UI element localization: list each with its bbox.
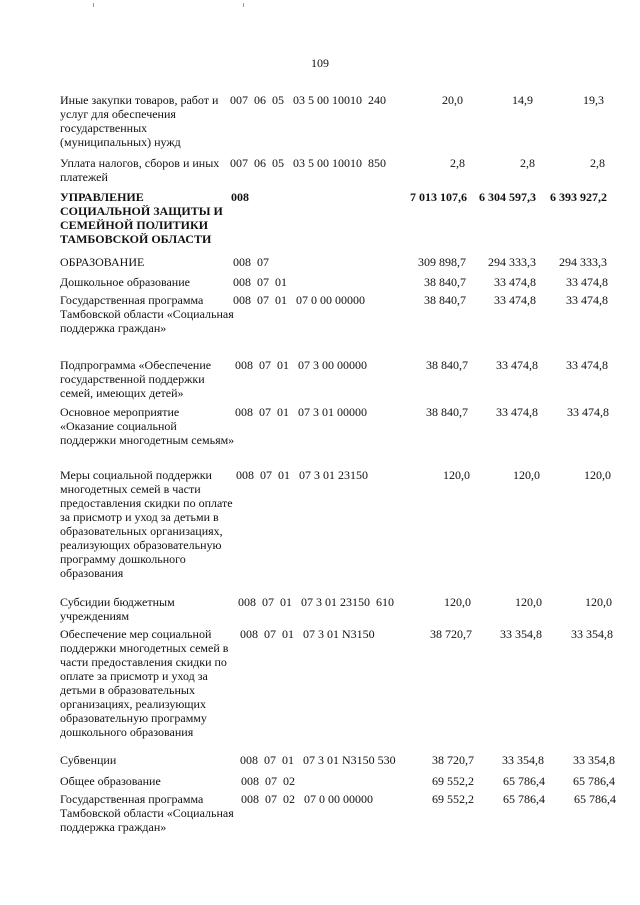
value-col-1: 38 840,7 — [426, 405, 468, 419]
row-name: Дошкольное образование — [60, 275, 190, 289]
value-col-2: 33 474,8 — [496, 405, 538, 419]
row-code: 008 07 02 07 0 00 00000 — [241, 792, 373, 806]
value-col-3: 33 474,8 — [566, 293, 608, 307]
value-col-1: 309 898,7 — [418, 255, 466, 269]
row-name: Субсидии бюджетным учреждениям — [60, 595, 175, 623]
row-code: 008 07 01 — [233, 275, 287, 289]
value-col-2: 65 786,4 — [503, 792, 545, 806]
row-code: 007 06 05 03 5 00 10010 850 — [230, 156, 386, 170]
row-name: Основное мероприятие «Оказание социальной поддержки многодетным семьям» — [60, 405, 235, 447]
row-name: Подпрограмма «Обеспечение государственной поддержки семей, имеющих детей» — [60, 358, 212, 400]
value-col-1: 38 840,7 — [424, 275, 466, 289]
value-col-2: 33 474,8 — [494, 293, 536, 307]
value-col-3: 33 354,8 — [573, 753, 615, 767]
row-name: Общее образование — [60, 774, 161, 788]
row-name: Меры социальной поддержки многодетных семей в части предоставления скидки по оплате за присмотр и уход за детьми в образовательных организациях, реализующих образовательную программу дошкольного образования — [60, 468, 233, 580]
value-col-1: 38 840,7 — [426, 358, 468, 372]
value-col-1: 38 720,7 — [430, 627, 472, 641]
value-col-1: 120,0 — [444, 595, 471, 609]
row-code: 008 07 01 07 3 01 23150 — [236, 468, 368, 482]
value-col-3: 65 786,4 — [574, 792, 616, 806]
value-col-2: 294 333,3 — [488, 255, 536, 269]
value-col-2: 33 474,8 — [494, 275, 536, 289]
value-col-1: 38 720,7 — [432, 753, 474, 767]
value-col-3: 33 354,8 — [571, 627, 613, 641]
value-col-1: 2,8 — [450, 156, 465, 170]
value-col-3: 120,0 — [584, 468, 611, 482]
value-col-3: 19,3 — [583, 93, 604, 107]
row-code: 008 07 01 07 3 01 00000 — [235, 405, 367, 419]
row-code: 008 07 01 07 0 00 00000 — [233, 293, 365, 307]
value-col-3: 33 474,8 — [566, 275, 608, 289]
row-code: 008 07 02 — [241, 774, 295, 788]
row-name: Государственная программа Тамбовской области «Социальная поддержка граждан» — [60, 792, 234, 834]
row-code: 008 07 01 07 3 00 00000 — [235, 358, 367, 372]
value-col-1: 38 840,7 — [424, 293, 466, 307]
value-col-2: 33 474,8 — [496, 358, 538, 372]
row-name: Иные закупки товаров, работ и услуг для обеспечения государственных (муниципальных) нужд — [60, 93, 219, 149]
value-col-3: 33 474,8 — [567, 405, 609, 419]
value-col-3: 294 333,3 — [559, 255, 607, 269]
value-col-2: 6 304 597,3 — [479, 190, 536, 204]
value-col-3: 6 393 927,2 — [550, 190, 607, 204]
value-col-1: 69 552,2 — [432, 774, 474, 788]
value-col-3: 120,0 — [585, 595, 612, 609]
page-number: 109 — [311, 56, 329, 70]
value-col-2: 14,9 — [512, 93, 533, 107]
row-name: Субвенции — [60, 753, 117, 767]
row-code: 008 07 01 07 3 01 23150 610 — [238, 595, 394, 609]
row-code: 008 07 — [233, 255, 269, 269]
row-code: 007 06 05 03 5 00 10010 240 — [230, 93, 386, 107]
value-col-1: 7 013 107,6 — [410, 190, 467, 204]
value-col-1: 120,0 — [443, 468, 470, 482]
value-col-2: 120,0 — [513, 468, 540, 482]
row-code: 008 — [231, 190, 249, 204]
row-name: УПРАВЛЕНИЕ СОЦИАЛЬНОЙ ЗАЩИТЫ И СЕМЕЙНОЙ ПОЛИТИКИ ТАМБОВСКОЙ ОБЛАСТИ — [60, 190, 223, 246]
value-col-3: 33 474,8 — [566, 358, 608, 372]
scan-margin-mark-left — [93, 3, 94, 7]
scan-margin-mark-right — [243, 3, 244, 7]
value-col-3: 65 786,4 — [573, 774, 615, 788]
value-col-2: 33 354,8 — [502, 753, 544, 767]
row-name: ОБРАЗОВАНИЕ — [60, 255, 145, 269]
row-name: Государственная программа Тамбовской области «Социальная поддержка граждан» — [60, 293, 234, 335]
value-col-3: 2,8 — [590, 156, 605, 170]
row-code: 008 07 01 07 3 01 N3150 — [240, 627, 375, 641]
row-name: Уплата налогов, сборов и иных платежей — [60, 156, 220, 184]
value-col-2: 33 354,8 — [500, 627, 542, 641]
value-col-2: 65 786,4 — [503, 774, 545, 788]
row-name: Обеспечение мер социальной поддержки многодетных семей в части предоставления скидки по оплате за присмотр и уход за детьми в образовательных организациях, реализующих образовательную программу дошкольного образования — [60, 627, 229, 739]
value-col-2: 120,0 — [515, 595, 542, 609]
value-col-1: 69 552,2 — [432, 792, 474, 806]
value-col-2: 2,8 — [520, 156, 535, 170]
value-col-1: 20,0 — [442, 93, 463, 107]
row-code: 008 07 01 07 3 01 N3150 530 — [240, 753, 396, 767]
